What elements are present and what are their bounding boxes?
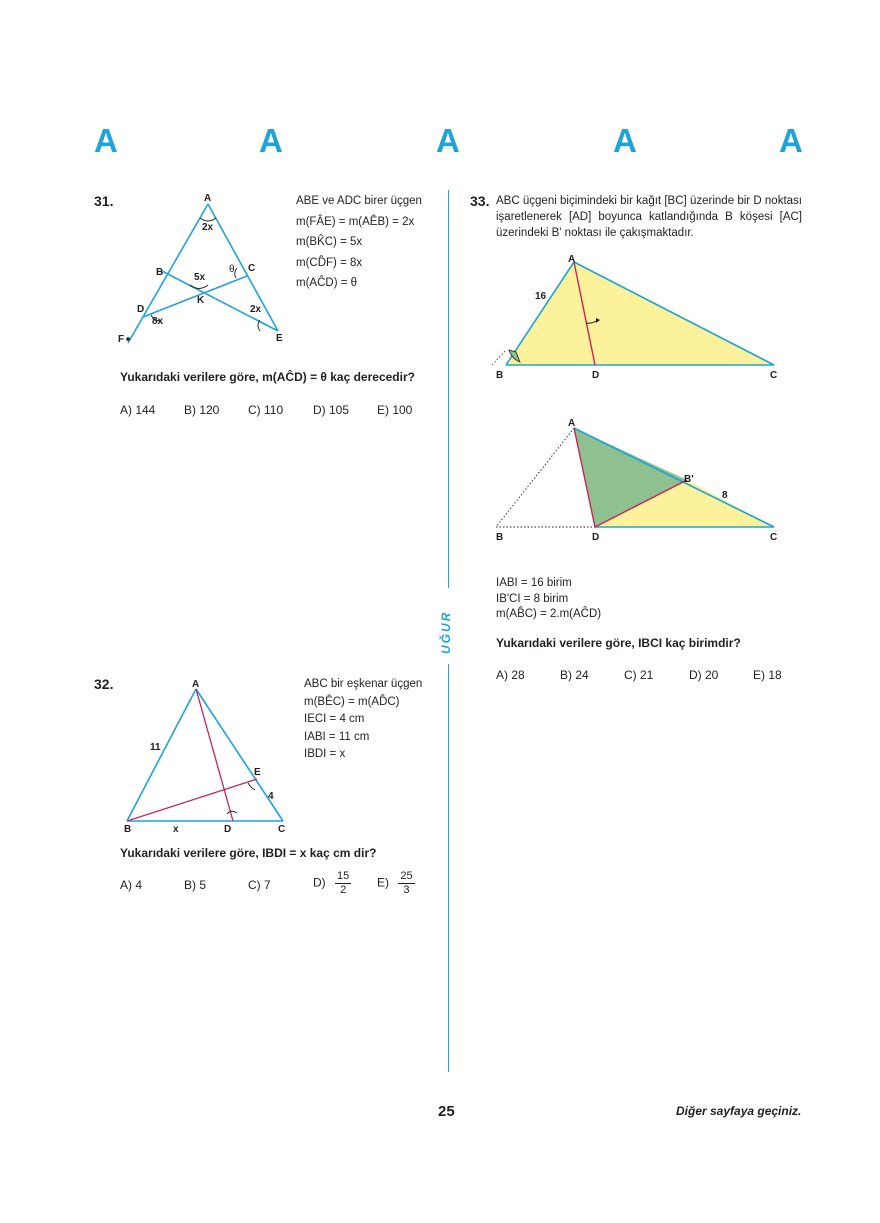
q33-given-line: IABI = 16 birim xyxy=(496,577,572,589)
column-divider-bottom xyxy=(448,664,449,1072)
q33-f1-label-C: C xyxy=(770,370,778,381)
q31-given xyxy=(296,191,422,294)
q32-option-d-fraction xyxy=(335,870,351,897)
q33-f1-label-side-AB: 16 xyxy=(535,291,547,302)
q32-given-line: IBDI = x xyxy=(304,748,346,760)
q31-label-E: E xyxy=(276,333,283,344)
q33-given-line: m(AB̂C) = 2.m(AĈD) xyxy=(496,608,602,620)
fraction-denominator: 3 xyxy=(403,884,410,896)
q32-option-d-label: D) xyxy=(313,875,326,890)
q32-side-AB xyxy=(127,689,196,821)
q32-question: Yukarıdaki verilere göre, IBDI = x kaç cm dir? xyxy=(120,846,377,860)
q33-f1-label-D: D xyxy=(592,370,600,381)
q31-given-line: ABE ve ADC birer üçgen xyxy=(296,195,422,207)
q32-given xyxy=(304,676,422,764)
q33-option-d[interactable]: D) 20 xyxy=(689,668,719,682)
q33-option-a[interactable]: A) 28 xyxy=(496,668,525,682)
q32-line-AD xyxy=(196,689,233,821)
q33-f2-label-Bprime: B' xyxy=(684,474,694,485)
q31-label-angle-D: 8x xyxy=(152,316,164,327)
q31-question: Yukarıdaki verilere göre, m(AĈD) = θ kaç derecedir? xyxy=(120,370,415,384)
q33-f2-label-B: B xyxy=(496,532,504,543)
q31-label-K: K xyxy=(197,295,205,306)
q32-label-side-BD: x xyxy=(173,824,179,835)
q33-given-line: IB'CI = 8 birim xyxy=(496,592,569,605)
q32-figure xyxy=(110,675,300,840)
q31-figure xyxy=(110,188,300,358)
q33-figure-2 xyxy=(488,413,788,548)
q31-given-line: m(CD̂F) = 8x xyxy=(296,256,363,269)
column-divider-top xyxy=(448,190,449,588)
q32-number: 32. xyxy=(94,676,114,692)
q33-option-c[interactable]: C) 21 xyxy=(624,668,654,682)
q31-given-line: m(AĈD) = θ xyxy=(296,277,358,289)
q32-label-D: D xyxy=(224,824,232,835)
q33-f2-label-C: C xyxy=(770,532,778,543)
q32-option-b[interactable]: B) 5 xyxy=(184,878,207,892)
q32-option-a[interactable]: A) 4 xyxy=(120,878,143,892)
q33-text: ABC üçgeni biçimindeki bir kağıt [BC] üzerinde bir D noktası işaretlenerek [AD] boyunca katlandığında B köşesi [AC] üzerindeki B' noktası ile çakışmaktadır. xyxy=(496,195,802,239)
q33-number: 33. xyxy=(470,193,490,209)
q32-option-e[interactable] xyxy=(377,870,415,897)
q32-given-line: IABI = 11 cm xyxy=(304,730,370,743)
q31-option-e[interactable]: E) 100 xyxy=(377,403,413,417)
q32-given-line: ABC bir eşkenar üçgen xyxy=(304,678,423,690)
next-page-note: Diğer sayfaya geçiniz. xyxy=(676,1104,802,1118)
q32-option-d[interactable] xyxy=(313,870,351,897)
fraction-numerator: 15 xyxy=(337,870,350,882)
q31-option-b[interactable]: B) 120 xyxy=(184,403,220,417)
q32-label-A: A xyxy=(192,679,200,690)
q31-label-D: D xyxy=(137,304,145,315)
q32-given-line: m(BÊC) = m(AD̂C) xyxy=(304,695,400,708)
q31-number: 31. xyxy=(94,193,114,209)
header-letter-3: A xyxy=(436,122,460,159)
q32-label-side-EC: 4 xyxy=(268,791,274,802)
q32-option-c[interactable]: C) 7 xyxy=(248,878,271,892)
q31-label-F: F xyxy=(118,334,125,345)
q31-label-angle-A: 2x xyxy=(202,222,214,233)
q32-label-B: B xyxy=(124,824,132,835)
q33-option-e[interactable]: E) 18 xyxy=(753,668,782,682)
q32-option-e-label: E) xyxy=(377,875,389,890)
center-label: UĞUR xyxy=(439,610,453,654)
q31-label-B: B xyxy=(156,267,164,278)
q31-line-AE xyxy=(208,204,278,331)
q32-label-C: C xyxy=(278,824,286,835)
q31-option-a[interactable]: A) 144 xyxy=(120,403,156,417)
fraction-numerator: 25 xyxy=(400,870,413,882)
q32-label-side-AB: 11 xyxy=(150,742,161,753)
q33-question: Yukarıdaki verilere göre, IBCI kaç birimdir? xyxy=(496,636,741,650)
q31-label-angle-E: 2x xyxy=(250,304,262,315)
q33-f1-label-A: A xyxy=(568,254,576,265)
q33-f2-label-D: D xyxy=(592,532,600,543)
q33-f2-label-side-BpC: 8 xyxy=(722,490,728,501)
q31-label-C: C xyxy=(248,263,256,274)
q31-option-c[interactable]: C) 110 xyxy=(248,403,284,417)
header-letter-1: A xyxy=(94,122,118,159)
q33-f1-label-B: B xyxy=(496,370,504,381)
q32-option-e-fraction xyxy=(398,870,414,897)
q32-label-E: E xyxy=(254,767,261,778)
page-number: 25 xyxy=(438,1103,455,1120)
q31-label-angle-C: θ xyxy=(229,264,235,275)
q31-label-A: A xyxy=(204,193,212,204)
header-letter-2: A xyxy=(259,122,283,159)
q31-option-d[interactable]: D) 105 xyxy=(313,403,350,417)
q31-label-angle-K: 5x xyxy=(194,272,206,283)
q31-given-line: m(FÂE) = m(AÊB) = 2x xyxy=(296,215,415,228)
q32-given-line: IECI = 4 cm xyxy=(304,713,365,725)
header-letter-5: A xyxy=(779,122,803,159)
q33-option-b[interactable]: B) 24 xyxy=(560,668,589,682)
header-letter-4: A xyxy=(613,122,637,159)
q33-figure-1 xyxy=(488,250,788,385)
q33-given xyxy=(496,576,601,623)
fraction-denominator: 2 xyxy=(340,884,347,896)
q33-f2-label-A: A xyxy=(568,418,576,429)
q31-given-line: m(BK̂C) = 5x xyxy=(296,236,363,248)
q33-f2-dotted-AB xyxy=(496,428,574,527)
